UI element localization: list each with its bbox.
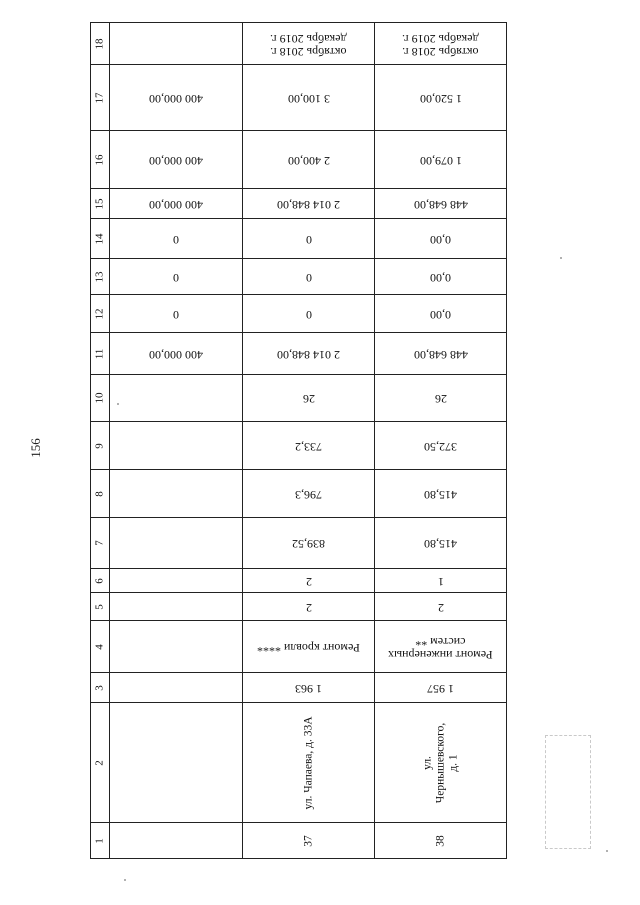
cell: 733,2 (243, 422, 375, 470)
column-number-cell: 17 (91, 65, 110, 131)
cell: 3 100,00 (243, 65, 375, 131)
column-number-cell: 10 (91, 375, 110, 422)
column-number-cell: 4 (91, 621, 110, 673)
cell: 0,00 (375, 259, 507, 295)
cell: 400 000,00 (110, 131, 243, 189)
cell: 448 648,00 (375, 189, 507, 219)
data-table (90, 22, 507, 859)
cell (110, 673, 243, 703)
cell: октябрь 2018 г. декабрь 2019 г. (375, 23, 507, 65)
table-row-col7 (91, 518, 507, 569)
cell: 400 000,00 (110, 65, 243, 131)
table-row-col5 (91, 593, 507, 621)
cell: 415,80 (375, 470, 507, 518)
cell (110, 569, 243, 593)
column-number-cell: 9 (91, 422, 110, 470)
cell: 2 (243, 593, 375, 621)
cell: Ремонт инженерных систем ** (375, 621, 507, 673)
table-row-col8 (91, 470, 507, 518)
column-number-cell: 14 (91, 219, 110, 259)
scan-artifact (545, 735, 591, 849)
cell: 400 000,00 (110, 333, 243, 375)
table-row-col10 (91, 375, 507, 422)
cell: 415,80 (375, 518, 507, 569)
cell: 2 014 848,00 (243, 189, 375, 219)
cell (110, 375, 243, 422)
table-row-col1 (91, 823, 507, 859)
column-number-cell: 12 (91, 295, 110, 333)
column-number-cell: 1 (91, 823, 110, 859)
column-number-cell: 11 (91, 333, 110, 375)
table-row-col14 (91, 219, 507, 259)
cell: 26 (243, 375, 375, 422)
table-row-col12 (91, 295, 507, 333)
page-number: 156 (27, 438, 43, 458)
cell: 0 (110, 259, 243, 295)
table-row-col6 (91, 569, 507, 593)
cell: 796,3 (243, 470, 375, 518)
cell: 0 (243, 219, 375, 259)
cell: 0 (110, 219, 243, 259)
cell (110, 823, 243, 859)
table-row-col3 (91, 673, 507, 703)
cell: 2 400,00 (243, 131, 375, 189)
column-number-cell: 6 (91, 569, 110, 593)
cell: 0,00 (375, 295, 507, 333)
cell: ул. Чернышевского, д. 1 (375, 703, 507, 823)
cell (110, 593, 243, 621)
table-row-col13 (91, 259, 507, 295)
cell: 38 (375, 823, 507, 859)
cell: 2 (243, 569, 375, 593)
column-number-cell: 16 (91, 131, 110, 189)
cell: 0 (243, 259, 375, 295)
table-row-col2 (91, 703, 507, 823)
cell (110, 422, 243, 470)
scan-dot (606, 850, 608, 852)
column-number-cell: 15 (91, 189, 110, 219)
cell: 448 648,00 (375, 333, 507, 375)
table-row-col16 (91, 131, 507, 189)
cell: 839,52 (243, 518, 375, 569)
cell: 26 (375, 375, 507, 422)
cell (110, 621, 243, 673)
cell: 1 957 (375, 673, 507, 703)
column-number-cell: 8 (91, 470, 110, 518)
column-number-cell: 2 (91, 703, 110, 823)
table-row-col15 (91, 189, 507, 219)
column-number-cell: 7 (91, 518, 110, 569)
cell: 0 (243, 295, 375, 333)
cell: 372,50 (375, 422, 507, 470)
table-row-col11 (91, 333, 507, 375)
cell: ул. Чапаева, д. 33А (243, 703, 375, 823)
cell: 0,00 (375, 219, 507, 259)
cell: Ремонт кровли **** (243, 621, 375, 673)
scan-dot (560, 257, 562, 259)
cell: 37 (243, 823, 375, 859)
cell: 2 (375, 593, 507, 621)
cell: 1 (375, 569, 507, 593)
scan-dot (117, 403, 119, 405)
column-number-cell: 18 (91, 23, 110, 65)
cell (110, 470, 243, 518)
cell: 400 000,00 (110, 189, 243, 219)
cell (110, 23, 243, 65)
column-number-cell: 13 (91, 259, 110, 295)
column-number-cell: 5 (91, 593, 110, 621)
cell: 1 520,00 (375, 65, 507, 131)
cell (110, 518, 243, 569)
cell: 1 079,00 (375, 131, 507, 189)
cell: 2 014 848,00 (243, 333, 375, 375)
column-number-cell: 3 (91, 673, 110, 703)
table-row-col17 (91, 65, 507, 131)
cell: 1 963 (243, 673, 375, 703)
cell: октябрь 2018 г. декабрь 2019 г. (243, 23, 375, 65)
table-row-col18 (91, 23, 507, 65)
cell: 0 (110, 295, 243, 333)
table-row-col9 (91, 422, 507, 470)
cell (110, 703, 243, 823)
scan-dot (124, 879, 126, 881)
table-row-col4 (91, 621, 507, 673)
